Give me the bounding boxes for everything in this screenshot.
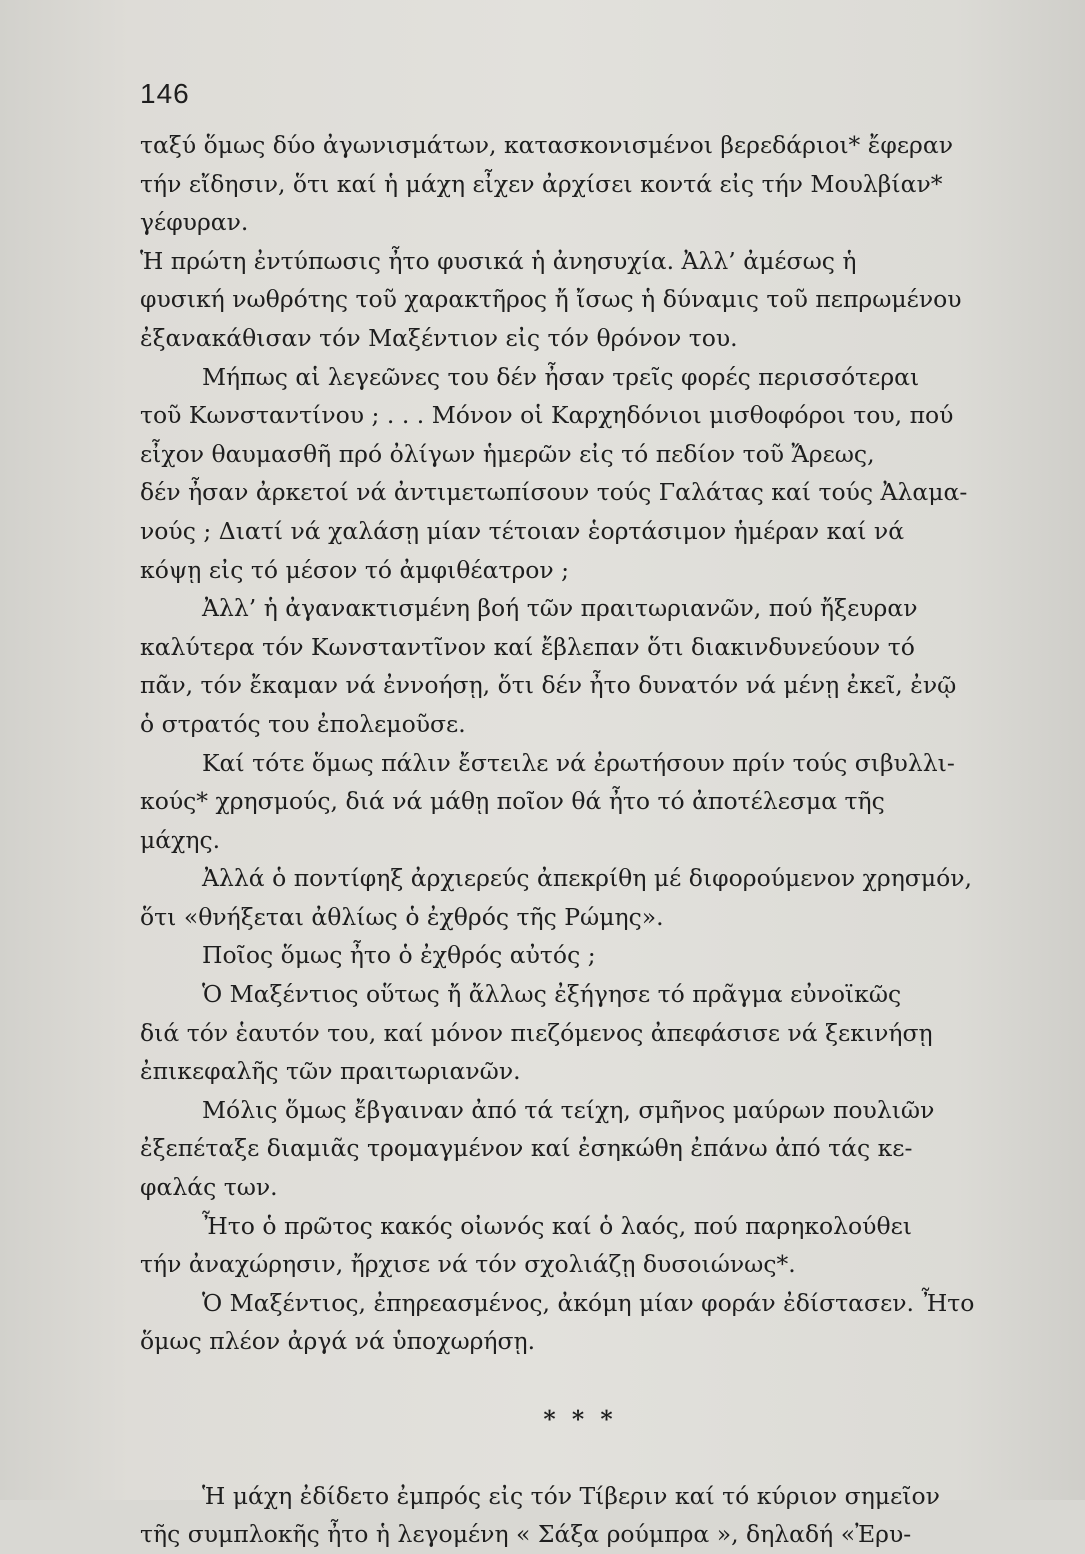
body-text [140,126,1020,1554]
text-line: τήν εἴδησιν, ὅτι καί ἡ μάχη εἶχεν ἀρχίσει κοντά εἰς τήν Μουλβίαν* [140,169,943,198]
text-line: φαλάς των. [140,1173,278,1202]
text-line: Μόλις ὅμως ἔβγαιναν ἀπό τά τείχη, σμῆνος μαύρων πουλιῶν [202,1095,935,1124]
text-line: Ὁ Μαξέντιος οὕτως ἤ ἄλλως ἐξήγησε τό πρᾶγμα εὐνοϊκῶς [202,980,902,1009]
text-line: καλύτερα τόν Κωνσταντῖνον καί ἔβλεπαν ὅτι διακινδυνεύουν τό [140,632,915,661]
text-line: διά τόν ἑαυτόν του, καί μόνον πιεζόμενος ἀπεφάσισε νά ξεκινήσῃ [140,1018,933,1047]
text-line: τῆς συμπλοκῆς ἦτο ἡ λεγομένη « Σάξα ρούμπρα », δηλαδή «Ἐρυ- [140,1520,912,1549]
text-line: εἶχον θαυμασθῆ πρό ὀλίγων ἡμερῶν εἰς τό πεδίον τοῦ Ἄρεως, [140,439,875,468]
text-line: Ποῖος ὅμως ἦτο ὁ ἐχθρός αὐτός ; [202,941,596,970]
blank-line [140,1438,1020,1477]
text-line: ἐξανακάθισαν τόν Μαξέντιον εἰς τόν θρόνον του. [140,323,738,352]
text-line: Ἀλλ’ ἡ ἀγανακτισμένη βοή τῶν πραιτωριανῶν, πού ἤξευραν [202,594,918,623]
text-line: γέφυραν. [140,208,249,237]
text-line: ὅτι «θνήξεται ἀθλίως ὁ ἐχθρός τῆς Ρώμης». [140,902,664,931]
text-line: ὁ στρατός του ἐπολεμοῦσε. [140,709,466,738]
text-line: Ἦτο ὁ πρῶτος κακός οἰωνός καί ὁ λαός, πού παρηκολούθει [202,1211,912,1240]
text-line: δέν ἦσαν ἀρκετοί νά ἀντιμετωπίσουν τούς Γαλάτας καί τούς Ἀλαμα- [140,478,968,507]
text-line: ἐξεπέταξε διαμιᾶς τρομαγμένον καί ἐσηκώθη ἐπάνω ἀπό τάς κε- [140,1134,913,1163]
blank-line [140,1361,1020,1400]
text-line: κούς* χρησμούς, διά νά μάθῃ ποῖον θά ἦτο τό ἀποτέλεσμα τῆς [140,787,885,816]
text-line: Καί τότε ὅμως πάλιν ἔστειλε νά ἐρωτήσουν πρίν τούς σιβυλλι- [202,748,955,777]
text-line: Ἀλλά ὁ ποντίφηξ ἀρχιερεύς ἀπεκρίθη μέ διφορούμενον χρησμόν, [202,864,973,893]
text-line: νούς ; Διατί νά χαλάσῃ μίαν τέτοιαν ἑορτάσιμον ἡμέραν καί νά [140,516,905,545]
page-number: 146 [140,78,190,109]
text-line: Ἡ πρώτη ἐντύπωσις ἦτο φυσικά ἡ ἀνησυχία. Ἀλλ’ ἀμέσως ἡ [140,246,857,275]
text-line: μάχης. [140,825,221,854]
text-line: τήν ἀναχώρησιν, ἤρχισε νά τόν σχολιάζῃ δυσοιώνως*. [140,1250,796,1279]
text-line: ὅμως πλέον ἀργά νά ὑποχωρήσῃ. [140,1327,536,1356]
text-line: πᾶν, τόν ἔκαμαν νά ἐννοήσῃ, ὅτι δέν ἦτο δυνατόν νά μένῃ ἐκεῖ, ἐνῷ [140,671,957,700]
section-separator: * * * [543,1404,617,1433]
text-line: Ὁ Μαξέντιος, ἐπηρεασμένος, ἀκόμη μίαν φοράν ἐδίστασεν. Ἦτο [202,1288,975,1317]
text-line: φυσική νωθρότης τοῦ χαρακτῆρος ἤ ἴσως ἡ δύναμις τοῦ πεπρωμένου [140,285,962,314]
text-line: τοῦ Κωνσταντίνου ; . . . Μόνον οἱ Καρχηδόνιοι μισθοφόροι του, πού [140,401,954,430]
text-line: Ἡ μάχη ἐδίδετο ἐμπρός εἰς τόν Τίβεριν καί τό κύριον σημεῖον [202,1481,940,1510]
text-line: κόψῃ εἰς τό μέσον τό ἀμφιθέατρον ; [140,555,570,584]
closing-paragraph-lines [140,1477,1020,1554]
text-line: Μήπως αἱ λεγεῶνες του δέν ἦσαν τρεῖς φορές περισσότεραι [202,362,920,391]
paragraph-lines [140,126,1020,1361]
text-line: ταξύ ὅμως δύο ἀγωνισμάτων, κατασκονισμένοι βερεδάριοι* ἔφεραν [140,131,953,159]
text-line: ἐπικεφαλῆς τῶν πραιτωριανῶν. [140,1057,521,1086]
